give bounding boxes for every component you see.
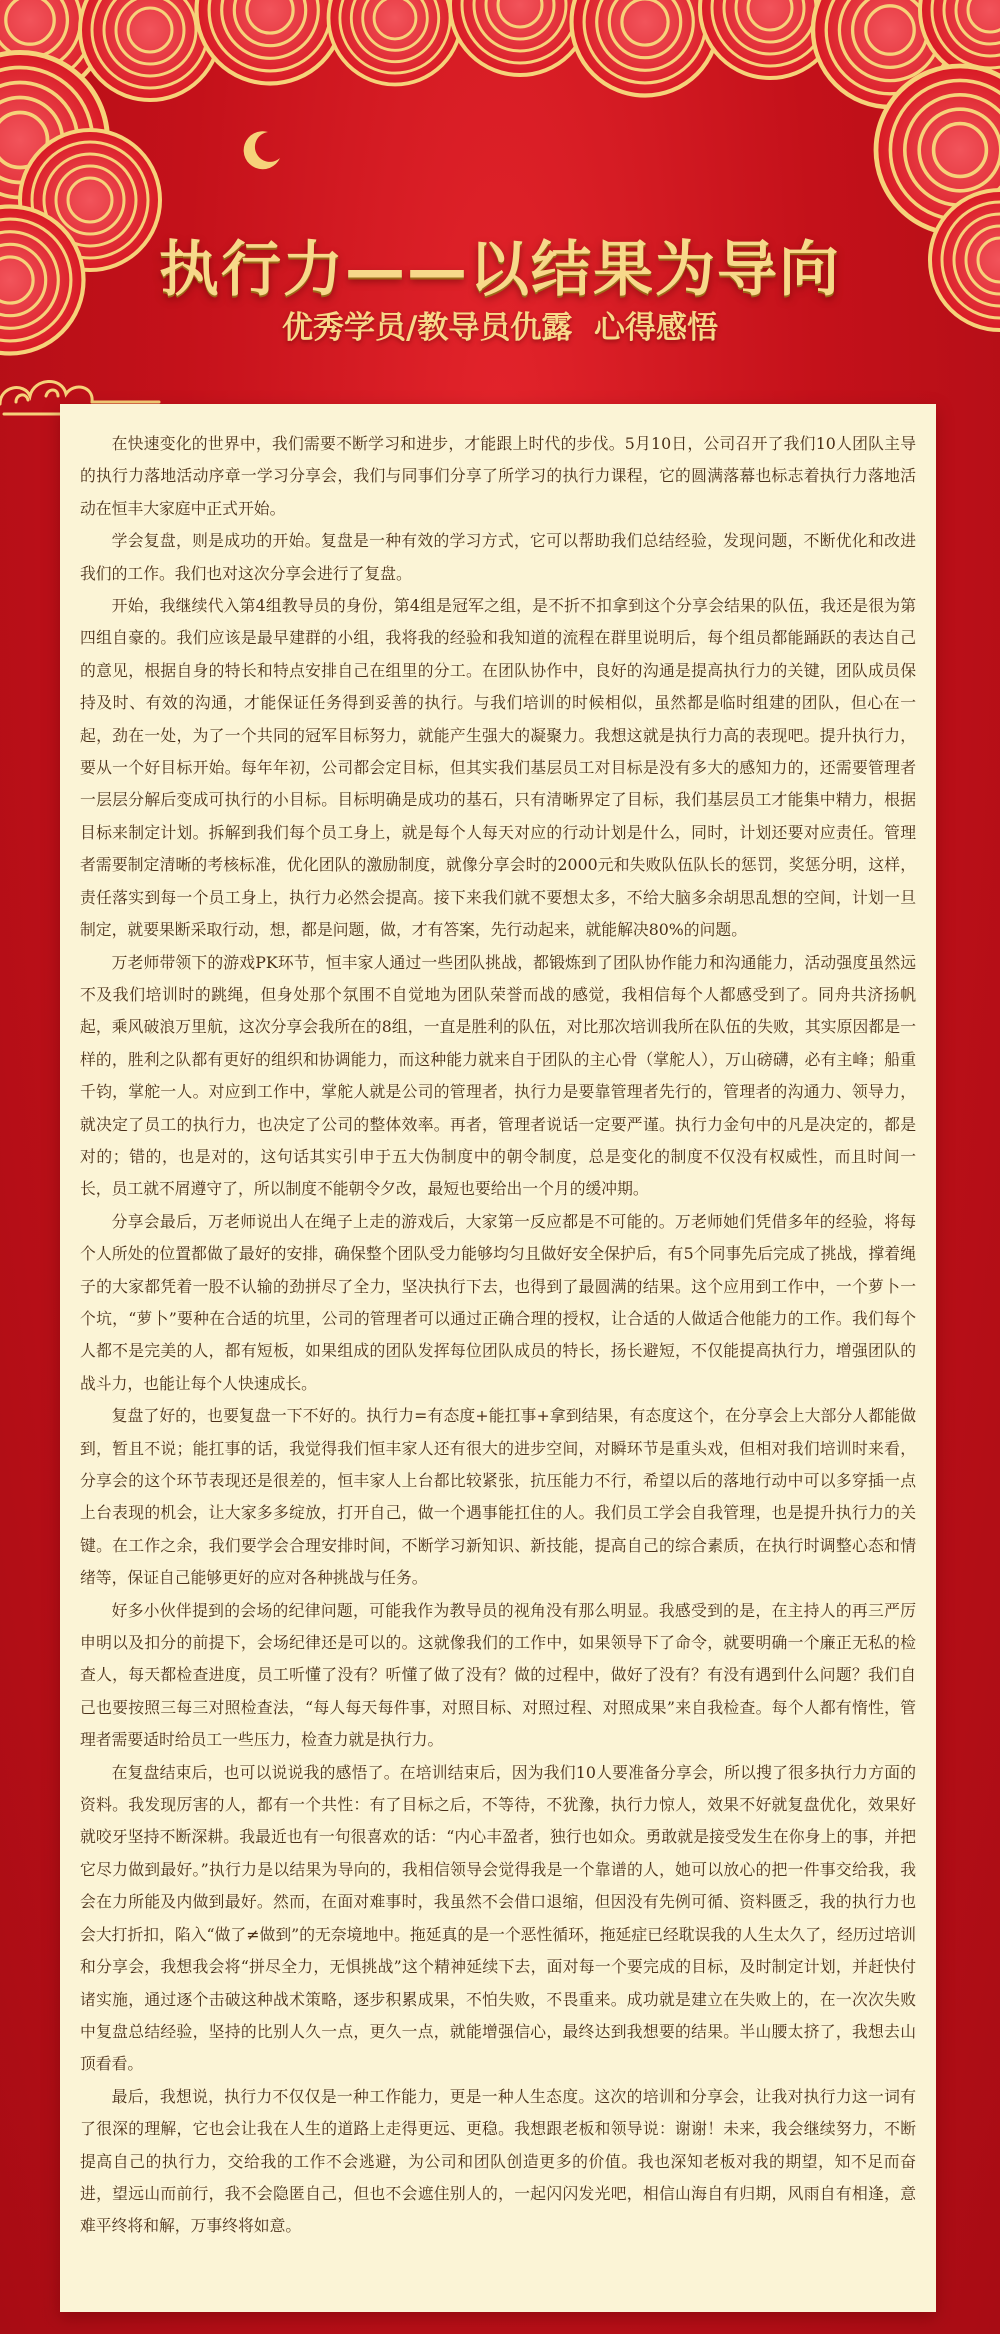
paragraph-5: 分享会最后，万老师说出人在绳子上走的游戏后，大家第一反应都是不可能的。万老师她们凭借多年的经验，将每个人所处的位置都做了最好的安排，确保整个团队受力能够均匀且做好安全保护后，有5个同事先后完成了挑战，撑着绳子的大家都凭着一股不认输的劲拼尽了全力，坚决执行下去，也得到了最圆满的结果。这个应用到工作中，一个萝卜一个坑，“萝卜”要种在合适的坑里，公司的管理者可以通过正确合理的授权，让合适的人做适合他能力的工作。我们每个人都不是完美的人，都有短板，如果组成的团队发挥每位团队成员的特长，扬长避短，不仅能提高执行力，增强团队的战斗力，也能让每个人快速成长。 (80, 1211, 916, 1393)
page-subtitle: 优秀学员/教导员仇露 心得感悟 (282, 310, 718, 346)
paragraph-2: 学会复盘，则是成功的开始。复盘是一种有效的学习方式，它可以帮助我们总结经验，发现问题，不断优化和改进我们的工作。我们也对这次分享会进行了复盘。 (80, 531, 916, 583)
page-title: 执行力——以结果为导向 (159, 235, 841, 305)
paragraph-3: 开始，我继续代入第4组教导员的身份，第4组是冠军之组，是不折不扣拿到这个分享会结果的队伍，我还是很为第四组自豪的。我们应该是最早建群的小组，我将我的经验和我知道的流程在群里说明后，每个组员都能踊跃的表达自己的意见，根据自身的特长和特点安排自己在组里的分工。在团队协作中，良好的沟通是提高执行力的关键，团队成员保持及时、有效的沟通，才能保证任务得到妥善的执行。与我们培训的时候相似，虽然都是临时组建的团队，但心在一起，劲在一处，为了一个共同的冠军目标努力，就能产生强大的凝聚力。我想这就是执行力高的表现吧。提升执行力，要从一个好目标开始。每年年初，公司都会定目标，但其实我们基层员工对目标是没有多大的感知力的，还需要管理者一层层分解后变成可执行的小目标。目标明确是成功的基石，只有清晰界定了目标，我们基层员工才能集中精力，根据目标来制定计划。拆解到我们每个员工身上，就是每个人每天对应的行动计划是什么，同时，计划还要对应责任。管理者需要制定清晰的考核标准，优化团队的激励制度，就像分享会时的2000元和失败队伍队长的惩罚，奖惩分明，这样，责任落实到每一个员工身上，执行力必然会提高。接下来我们就不要想太多，不给大脑多余胡思乱想的空间，计划一旦制定，就要果断采取行动，想，都是问题，做，才有答案，先行动起来，就能解决80%的问题。 (80, 596, 916, 940)
paragraph-6: 复盘了好的，也要复盘一下不好的。执行力=有态度+能扛事+拿到结果，有态度这个，在分享会上大部分人都能做到，暂且不说；能扛事的话，我觉得我们恒丰家人还有很大的进步空间，对瞬环节是重头戏，但相对我们培训时来看，分享会的这个环节表现还是很差的，恒丰家人上台都比较紧张，抗压能力不行，希望以后的落地行动中可以多穿插一点上台表现的机会，让大家多多绽放，打开自己，做一个遇事能扛住的人。我们员工学会自我管理，也是提升执行力的关键。在工作之余，我们要学会合理安排时间，不断学习新知识、新技能，提高自己的综合素质，在执行时调整心态和情绪等，保证自己能够更好的应对各种挑战与任务。 (80, 1406, 916, 1588)
paragraph-1: 在快速变化的世界中，我们需要不断学习和进步，才能跟上时代的步伐。5月10日，公司召开了我们10人团队主导的执行力落地活动序章一学习分享会，我们与同事们分享了所学习的执行力课程，它的圆满落幕也标志着执行力落地活动在恒丰大家庭中正式开始。 (80, 434, 916, 518)
paragraph-8: 在复盘结束后，也可以说说我的感悟了。在培训结束后，因为我们10人要准备分享会，所以搜了很多执行力方面的资料。我发现厉害的人，都有一个共性：有了目标之后，不等待，不犹豫，执行力惊人，效果不好就复盘优化，效果好就咬牙坚持不断深耕。我最近也有一句很喜欢的话：“内心丰盈者，独行也如众。勇敢就是接受发生在你身上的事，并把它尽力做到最好。”执行力是以结果为导向的，我相信领导会觉得我是一个靠谱的人，她可以放心的把一件事交给我，我会在力所能及内做到最好。然而，在面对难事时，我虽然不会借口退缩，但因没有先例可循、资料匮乏，我的执行力也会大打折扣，陷入“做了≠做到”的无奈境地中。拖延真的是一个恶性循环，拖延症已经耽误我的人生太久了，经历过培训和分享会，我想我会将“拼尽全力，无惧挑战”这个精神延续下去，面对每一个要完成的目标，及时制定计划，并赶快付诸实施，通过逐个击破这种战术策略，逐步积累成果，不怕失败，不畏重来。成功就是建立在失败上的，在一次次失败中复盘总结经验，坚持的比别人久一点，更久一点，就能增强信心，最终达到我想要的结果。半山腰太挤了，我想去山顶看看。 (80, 1762, 916, 2074)
paragraph-4: 万老师带领下的游戏PK环节，恒丰家人通过一些团队挑战，都锻炼到了团队协作能力和沟通能力，活动强度虽然远不及我们培训时的跳绳，但身处那个氛围不自觉地为团队荣誉而战的感觉，我相信每个人都感受到了。同舟共济扬帆起，乘风破浪万里航，这次分享会我所在的8组，一直是胜利的队伍，对比那次培训我所在队伍的失败，其实原因都是一样的，胜利之队都有更好的组织和协调能力，而这种能力就来自于团队的主心骨（掌舵人），万山磅礴，必有主峰；船重千钧，掌舵一人。对应到工作中，掌舵人就是公司的管理者，执行力是要靠管理者先行的，管理者的沟通力、领导力，就决定了员工的执行力，也决定了公司的整体效率。再者，管理者说话一定要严谨。执行力金句中的凡是决定的，都是对的；错的，也是对的，这句话其实引申于五大伪制度中的朝令制度，总是变化的制度不仅没有权威性，而且时间一长，员工就不屑遵守了，所以制度不能朝令夕改，最短也要给出一个月的缓冲期。 (80, 952, 916, 1199)
crescent-moon-icon (238, 128, 284, 174)
paragraph-9: 最后，我想说，执行力不仅仅是一种工作能力，更是一种人生态度。这次的培训和分享会，让我对执行力这一词有了很深的理解，它也会让我在人生的道路上走得更远、更稳。我想跟老板和领导说：谢谢！未来，我会继续努力，不断提高自己的执行力，交给我的工作不会逃避，为公司和团队创造更多的价值。我也深知老板对我的期望，知不足而奋进，望远山而前行，我不会隐匿自己，但也不会遮住别人的，一起闪闪发光吧，相信山海自有归期，风雨自有相逢，意难平终将和解，万事终将如意。 (80, 2086, 916, 2236)
paragraph-7: 好多小伙伴提到的会场的纪律问题，可能我作为教导员的视角没有那么明显。我感受到的是，在主持人的再三严厉申明以及扣分的前提下，会场纪律还是可以的。这就像我们的工作中，如果领导下了命令，就要明确一个廉正无私的检查人，每天都检查进度，员工听懂了没有？听懂了做了没有？做的过程中，做好了没有？有没有遇到什么问题？我们自己也要按照三每三对照检查法，“每人每天每件事，对照目标、对照过程、对照成果”来自我检查。每个人都有惰性，管理者需要适时给员工一些压力，检查力就是执行力。 (80, 1600, 916, 1750)
content-paper (60, 404, 936, 2312)
